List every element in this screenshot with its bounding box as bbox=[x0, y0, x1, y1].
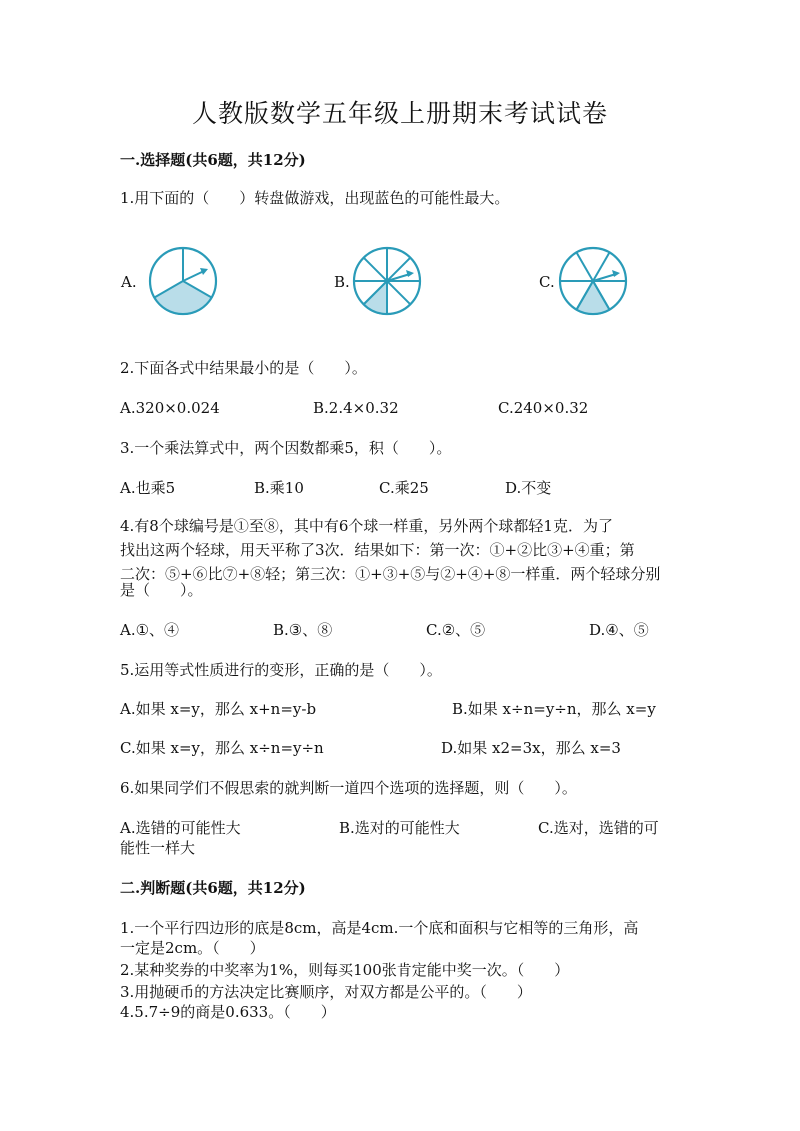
q6-option-c: C.选对，选错的可 bbox=[538, 819, 659, 837]
q3-option-d: D.不变 bbox=[505, 479, 552, 497]
judge-item: 一定是2cm。（ ） bbox=[120, 939, 265, 957]
q3-option-a: A.也乘5 bbox=[120, 479, 176, 497]
q4-stem-line: 找出这两个轻球，用天平称了3次．结果如下：第一次：①+②比③+④重；第 bbox=[120, 541, 635, 559]
spinner-a-icon bbox=[148, 246, 218, 316]
judge-item: 4.5.7÷9的商是0.633。（ ） bbox=[120, 1003, 336, 1021]
spinner-b-icon bbox=[352, 246, 422, 316]
page-title: 人教版数学五年级上册期末考试试卷 bbox=[191, 99, 608, 128]
q3-option-c: C.乘25 bbox=[379, 479, 429, 497]
q2-stem: 2.下面各式中结果最小的是（ ）。 bbox=[120, 359, 367, 377]
q4-stem-line: 二次：⑤+⑥比⑦+⑧轻；第三次：①+③+⑤与②+④+⑧一样重．两个轻球分别 bbox=[120, 565, 661, 583]
judge-item: 3.用抛硬币的方法决定比赛顺序，对双方都是公平的。（ ） bbox=[120, 983, 532, 1001]
q2-option-a: A.320×0.024 bbox=[120, 399, 220, 417]
q1-option-a-label: A. bbox=[121, 273, 137, 291]
q1-stem: 1.用下面的（ ）转盘做游戏，出现蓝色的可能性最大。 bbox=[120, 189, 510, 207]
q4-stem-line: 是（ ）。 bbox=[120, 581, 203, 599]
q5-option-d: D.如果 x2=3x，那么 x=3 bbox=[441, 739, 621, 757]
judge-item: 2.某种奖券的中奖率为1%，则每买100张肯定能中奖一次。（ ） bbox=[120, 961, 570, 979]
q2-option-b: B.2.4×0.32 bbox=[313, 399, 399, 417]
section2-heading: 二.判断题(共6题，共12分) bbox=[120, 879, 306, 897]
q4-stem-line: 4.有8个球编号是①至⑧，其中有6个球一样重，另外两个球都轻1克．为了 bbox=[120, 517, 613, 535]
q1-option-c-label: C. bbox=[539, 273, 555, 291]
q4-option-d: D.④、⑤ bbox=[589, 621, 649, 639]
q6-stem: 6.如果同学们不假思索的就判断一道四个选项的选择题，则（ ）。 bbox=[120, 779, 577, 797]
q6-option-b: B.选对的可能性大 bbox=[339, 819, 460, 837]
spinner-c-icon bbox=[558, 246, 628, 316]
q2-option-c: C.240×0.32 bbox=[498, 399, 589, 417]
q5-stem: 5.运用等式性质进行的变形，正确的是（ ）。 bbox=[120, 661, 442, 679]
q6-option-c-wrap: 能性一样大 bbox=[120, 839, 196, 857]
section1-heading: 一.选择题(共6题，共12分) bbox=[120, 151, 306, 169]
q5-option-a: A.如果 x=y，那么 x+n=y-b bbox=[120, 700, 317, 718]
q3-stem: 3.一个乘法算式中，两个因数都乘5，积（ ）。 bbox=[120, 439, 452, 457]
judge-item: 1.一个平行四边形的底是8cm，高是4cm.一个底和面积与它相等的三角形，高 bbox=[120, 919, 639, 937]
q4-option-a: A.①、④ bbox=[120, 621, 180, 639]
q1-option-b-label: B. bbox=[334, 273, 350, 291]
q3-option-b: B.乘10 bbox=[254, 479, 304, 497]
q4-option-c: C.②、⑤ bbox=[426, 621, 486, 639]
q5-option-b: B.如果 x÷n=y÷n，那么 x=y bbox=[452, 700, 656, 718]
q6-option-a: A.选错的可能性大 bbox=[120, 819, 241, 837]
q4-option-b: B.③、⑧ bbox=[273, 621, 333, 639]
q5-option-c: C.如果 x=y，那么 x÷n=y÷n bbox=[120, 739, 324, 757]
